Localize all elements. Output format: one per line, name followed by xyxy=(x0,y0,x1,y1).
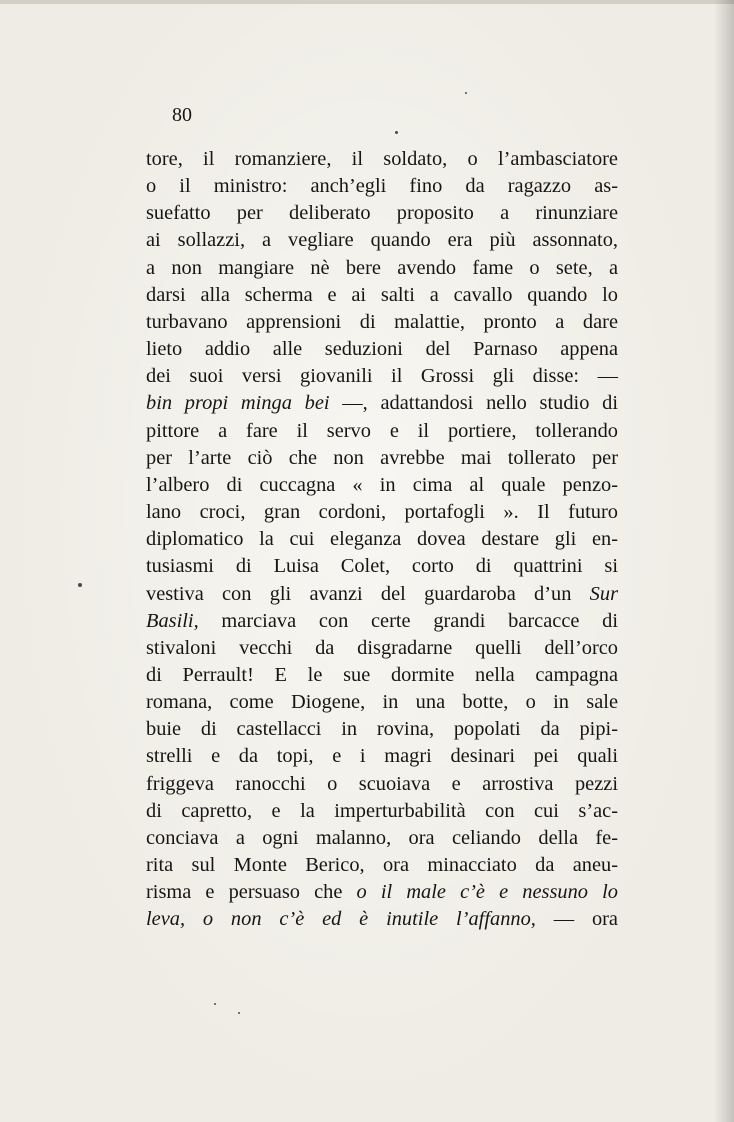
italic-text: leva, o non c’è ed è inutile l’affanno, xyxy=(146,908,536,931)
text-segment: di Perrault! E le sue dormite nella campagna xyxy=(146,663,618,686)
text-segment: dei suoi versi giovanili il Grossi gli disse: — xyxy=(146,365,618,388)
text-line xyxy=(146,255,618,282)
print-speck xyxy=(238,1012,240,1014)
text-segment: o il ministro: anch’egli fino da ragazzo as- xyxy=(146,175,618,198)
text-segment: diplomatico la cui eleganza dovea destare gli en- xyxy=(146,528,618,551)
text-line xyxy=(146,662,618,689)
text-segment: rita sul Monte Berico, ora minacciato da aneu- xyxy=(146,854,618,877)
text-segment: friggeva ranocchi o scuoiava e arrostiva pezzi xyxy=(146,772,618,795)
body-text xyxy=(146,146,618,934)
text-segment: tusiasmi di Luisa Colet, corto di quattrini si xyxy=(146,555,618,578)
text-line xyxy=(146,526,618,553)
text-line xyxy=(146,472,618,499)
text-line xyxy=(146,743,618,770)
text-segment: tore, il romanziere, il soldato, o l’ambasciatore xyxy=(146,148,618,170)
text-line xyxy=(146,363,618,390)
text-line xyxy=(146,200,618,227)
text-line xyxy=(146,445,618,472)
text-segment: romana, come Diogene, in una botte, o in sale xyxy=(146,691,618,714)
text-line xyxy=(146,852,618,879)
text-segment: a non mangiare nè bere avendo fame o sete, a xyxy=(146,256,618,279)
text-line xyxy=(146,798,618,825)
text-line xyxy=(146,336,618,363)
page-top-edge xyxy=(0,0,734,4)
text-segment: — ora xyxy=(535,908,618,931)
text-segment: vestiva con gli avanzi del guardaroba d’un xyxy=(146,582,590,605)
text-segment: conciava a ogni malanno, ora celiando della fe- xyxy=(146,826,618,849)
text-segment: strelli e da topi, e i magri desinari pei quali xyxy=(146,745,618,768)
italic-text: Basili, xyxy=(146,609,199,632)
text-line xyxy=(146,581,618,608)
text-line xyxy=(146,309,618,336)
text-line xyxy=(146,227,618,254)
text-line xyxy=(146,499,618,526)
italic-text: o il male c’è e nessuno lo xyxy=(356,881,618,904)
text-line xyxy=(146,146,618,173)
text-line xyxy=(146,553,618,580)
text-segment: —, adattandosi nello studio di xyxy=(329,392,618,415)
page-number: 80 xyxy=(172,104,192,126)
text-segment: lano croci, gran cordoni, portafogli ». Il futuro xyxy=(146,501,618,524)
text-segment: darsi alla scherma e ai salti a cavallo quando lo xyxy=(146,283,618,306)
text-segment: di capretto, e la imperturbabilità con cui s’ac- xyxy=(146,799,618,822)
text-segment: turbavano apprensioni di malattie, pronto a dare xyxy=(146,310,618,333)
text-segment: suefatto per deliberato proposito a rinunziare xyxy=(146,202,618,225)
text-line xyxy=(146,390,618,417)
text-line xyxy=(146,689,618,716)
text-line xyxy=(146,635,618,662)
text-line xyxy=(146,825,618,852)
text-line xyxy=(146,418,618,445)
text-segment: buie di castellacci in rovina, popolati da pipi- xyxy=(146,718,618,741)
page-gutter-shadow xyxy=(714,0,734,1122)
text-segment: stivaloni vecchi da disgradarne quelli dell’orco xyxy=(146,636,618,659)
text-segment: marciava con certe grandi barcacce di xyxy=(198,609,618,632)
italic-text: bin propi minga bei xyxy=(146,392,330,415)
text-segment: per l’arte ciò che non avrebbe mai tollerato per xyxy=(146,446,618,469)
print-speck xyxy=(465,92,467,94)
print-speck xyxy=(78,583,82,587)
text-segment: l’albero di cuccagna « in cima al quale penzo- xyxy=(146,473,618,496)
text-line xyxy=(146,879,618,906)
text-line xyxy=(146,906,618,933)
text-line xyxy=(146,771,618,798)
print-speck xyxy=(395,131,398,134)
italic-text: Sur xyxy=(589,582,618,605)
text-line xyxy=(146,173,618,200)
text-segment: risma e persuaso che xyxy=(146,881,357,904)
text-segment: pittore a fare il servo e il portiere, tollerando xyxy=(146,419,618,442)
text-segment: ai sollazzi, a vegliare quando era più assonnato, xyxy=(146,229,618,252)
text-segment: lieto addio alle seduzioni del Parnaso appena xyxy=(146,338,618,361)
text-line xyxy=(146,716,618,743)
text-line xyxy=(146,282,618,309)
print-speck xyxy=(214,1003,216,1005)
text-line xyxy=(146,608,618,635)
